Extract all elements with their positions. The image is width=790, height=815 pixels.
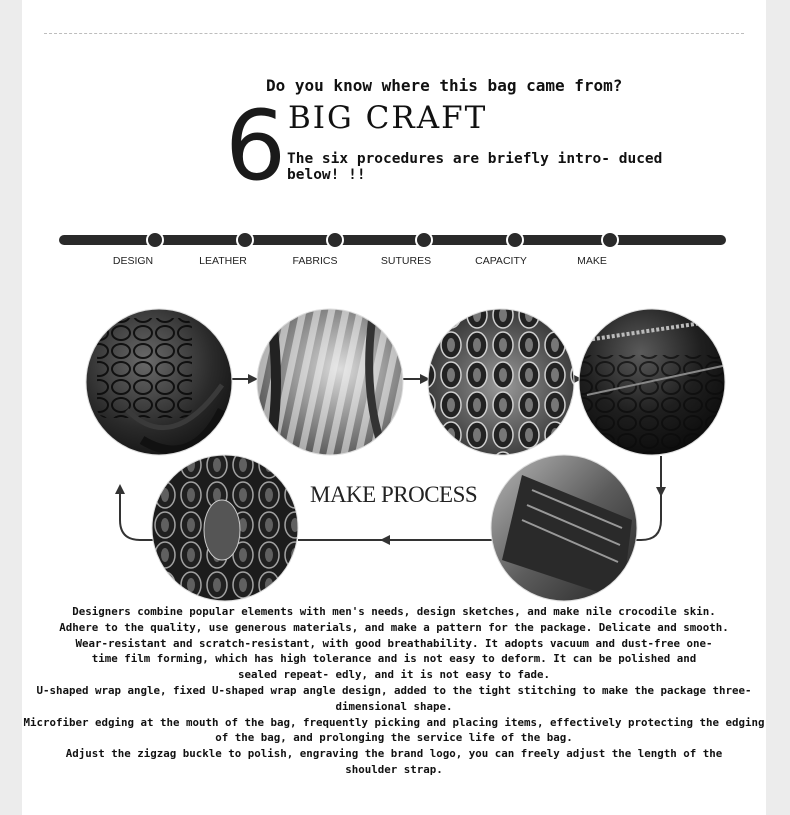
timeline-dot [506, 231, 524, 249]
description-paragraph: Designers combine popular elements with men's needs, design sketches, and make nile crocodile skin. [72, 605, 716, 618]
bag-interior-photo [487, 450, 647, 610]
timeline-label-capacity: CAPACITY [475, 255, 527, 267]
description-paragraph: U-shaped wrap angle, fixed U-shaped wrap angle design, added to the tight stitching to make the package three-dimensional shape. [36, 683, 752, 713]
header-question: Do you know where this bag came from? [266, 76, 623, 95]
fabric-texture-photo [422, 305, 582, 465]
timeline-dot [601, 231, 619, 249]
process-flow [22, 300, 766, 610]
leather-photo [252, 305, 412, 465]
timeline-dot [236, 231, 254, 249]
timeline-label-sutures: SUTURES [380, 255, 432, 267]
bag-front-photo [147, 450, 307, 610]
timeline-dot [326, 231, 344, 249]
description-block [22, 604, 766, 778]
dashed-divider [44, 33, 744, 34]
page [22, 0, 766, 815]
description-paragraph: Adjust the zigzag buckle to polish, engraving the brand logo, you can freely adjust the length of the shoulder strap. [65, 747, 723, 776]
description-paragraph: Wear-resistant and scratch-resistant, with good breathability. It adopts vacuum and dust-free one-time film forming, which has high tolerance and is not easy to deform. It can be polished and sealed repeat- edly, and it is not easy to fade. [75, 636, 713, 682]
bag-photo-design [82, 305, 242, 465]
timeline-dot [146, 231, 164, 249]
header-subtitle: The six procedures are briefly intro- duced below! !! [287, 151, 663, 183]
timeline-label-fabrics: FABRICS [292, 255, 338, 267]
page-title: BIG CRAFT [288, 100, 488, 136]
timeline-label-leather: LEATHER [199, 255, 247, 267]
description-paragraph: Adhere to the quality, use generous materials, and make a pattern for the package. Delicate and smooth. [59, 620, 729, 634]
timeline-label-design: DESIGN [112, 255, 154, 267]
big-number: 6 [225, 90, 283, 202]
description-paragraph: Microfiber edging at the mouth of the bag, frequently picking and placing items, effectively protecting the edging of the bag, and prolonging the service life of the bag. [23, 715, 765, 745]
timeline-dot [415, 231, 433, 249]
timeline-label-make: MAKE [577, 255, 607, 267]
process-title: MAKE PROCESS [310, 482, 478, 507]
suture-detail-photo [577, 305, 737, 465]
